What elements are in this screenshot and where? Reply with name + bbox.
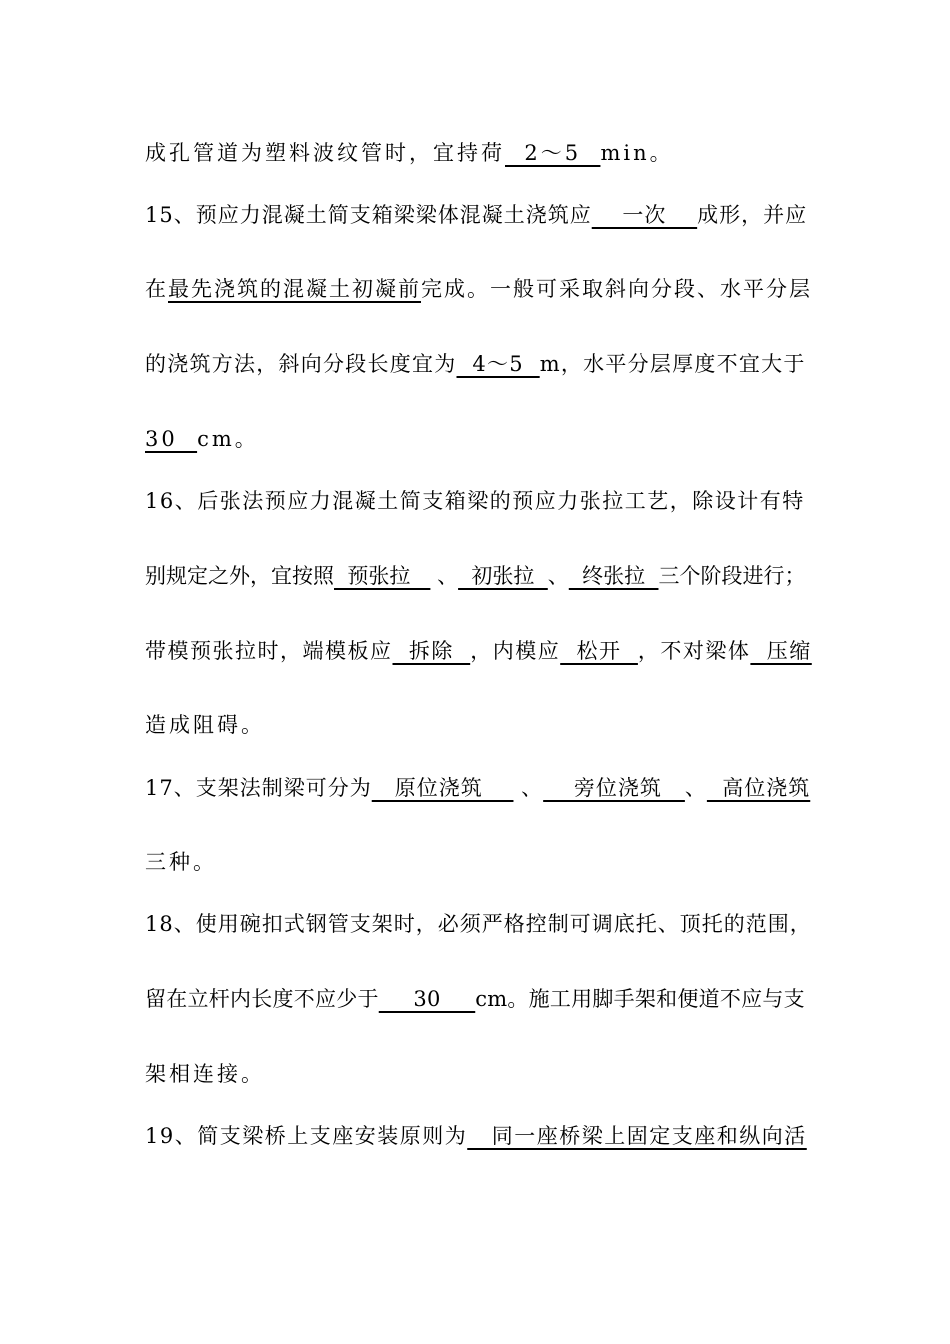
text-run: 三个阶段进行； — [658, 564, 806, 588]
fill-in-answer: 30 — [145, 427, 198, 451]
text-run: cm。 — [197, 427, 259, 451]
text-run: 16、后张法预应力混凝土简支箱梁的预应力张拉工艺，除设计有特 — [145, 489, 805, 513]
text-line — [145, 1121, 807, 1151]
fill-in-answer: 初张拉 — [458, 564, 548, 588]
fill-in-answer: 压缩 — [750, 639, 812, 663]
fill-in-answer: 一次 — [591, 203, 698, 227]
text-run: 、 — [547, 564, 569, 588]
text-run: 成孔管道为塑料波纹管时，宜持荷 — [145, 141, 505, 165]
text-run: 造成阻碍。 — [145, 713, 265, 737]
text-run: ，内模应 — [470, 639, 561, 663]
text-run: 别规定之外，宜按照 — [145, 564, 334, 588]
text-line — [145, 138, 674, 168]
text-line — [145, 486, 805, 516]
text-run: 、 — [684, 776, 707, 800]
text-run: 、 — [430, 564, 459, 588]
fill-in-answer: 拆除 — [392, 639, 471, 663]
fill-in-answer: 预张拉 — [334, 564, 431, 588]
text-line — [145, 847, 217, 877]
text-line — [145, 984, 805, 1014]
text-run: 三种。 — [145, 850, 217, 874]
text-line — [145, 636, 812, 666]
text-run: 的浇筑方法，斜向分段长度宜为 — [145, 352, 457, 376]
text-run: 在 — [145, 277, 168, 301]
text-line — [145, 349, 806, 379]
text-run: 带模预张拉时，端模板应 — [145, 639, 393, 663]
text-run: cm。施工用脚手架和便道不应与支 — [475, 987, 805, 1011]
fill-in-answer: 高位浇筑 — [706, 776, 811, 800]
fill-in-answer: 终张拉 — [568, 564, 659, 588]
text-run: 17、支架法制梁可分为 — [145, 776, 372, 800]
text-run: m，水平分层厚度不宜大于 — [539, 352, 806, 376]
fill-in-answer: 松开 — [560, 639, 638, 663]
text-line — [145, 1059, 265, 1089]
text-line — [145, 710, 265, 740]
text-run: 留在立杆内长度不应少于 — [145, 987, 379, 1011]
text-line — [145, 200, 807, 230]
fill-in-answer: 30 — [378, 987, 476, 1011]
text-run: 18、使用碗扣式钢管支架时，必须严格控制可调底托、顶托的范围， — [145, 912, 812, 936]
fill-in-answer: 旁位浇筑 — [543, 776, 685, 800]
text-line — [145, 773, 810, 803]
text-run: ，不对梁体 — [637, 639, 751, 663]
text-run: 架相连接。 — [145, 1062, 265, 1086]
fill-in-answer: 2～5 — [505, 141, 601, 165]
text-run: 、 — [513, 776, 544, 800]
fill-in-answer: 原位浇筑 — [371, 776, 514, 800]
text-line — [145, 424, 259, 454]
text-run: min。 — [600, 141, 674, 165]
fill-in-answer: 最先浇筑的混凝土初凝前 — [168, 277, 421, 301]
text-line — [145, 274, 812, 304]
fill-in-answer: 同一座桥梁上固定支座和纵向活 — [467, 1124, 807, 1148]
fill-in-answer: 4～5 — [456, 352, 540, 376]
text-line — [145, 909, 812, 939]
text-run: 成形，并应 — [697, 203, 808, 227]
text-run: 15、预应力混凝土简支箱梁梁体混凝土浇筑应 — [145, 203, 592, 227]
text-line — [145, 561, 805, 591]
text-run: 19、简支梁桥上支座安装原则为 — [145, 1124, 468, 1148]
text-run: 完成。一般可采取斜向分段、水平分层 — [421, 277, 812, 301]
